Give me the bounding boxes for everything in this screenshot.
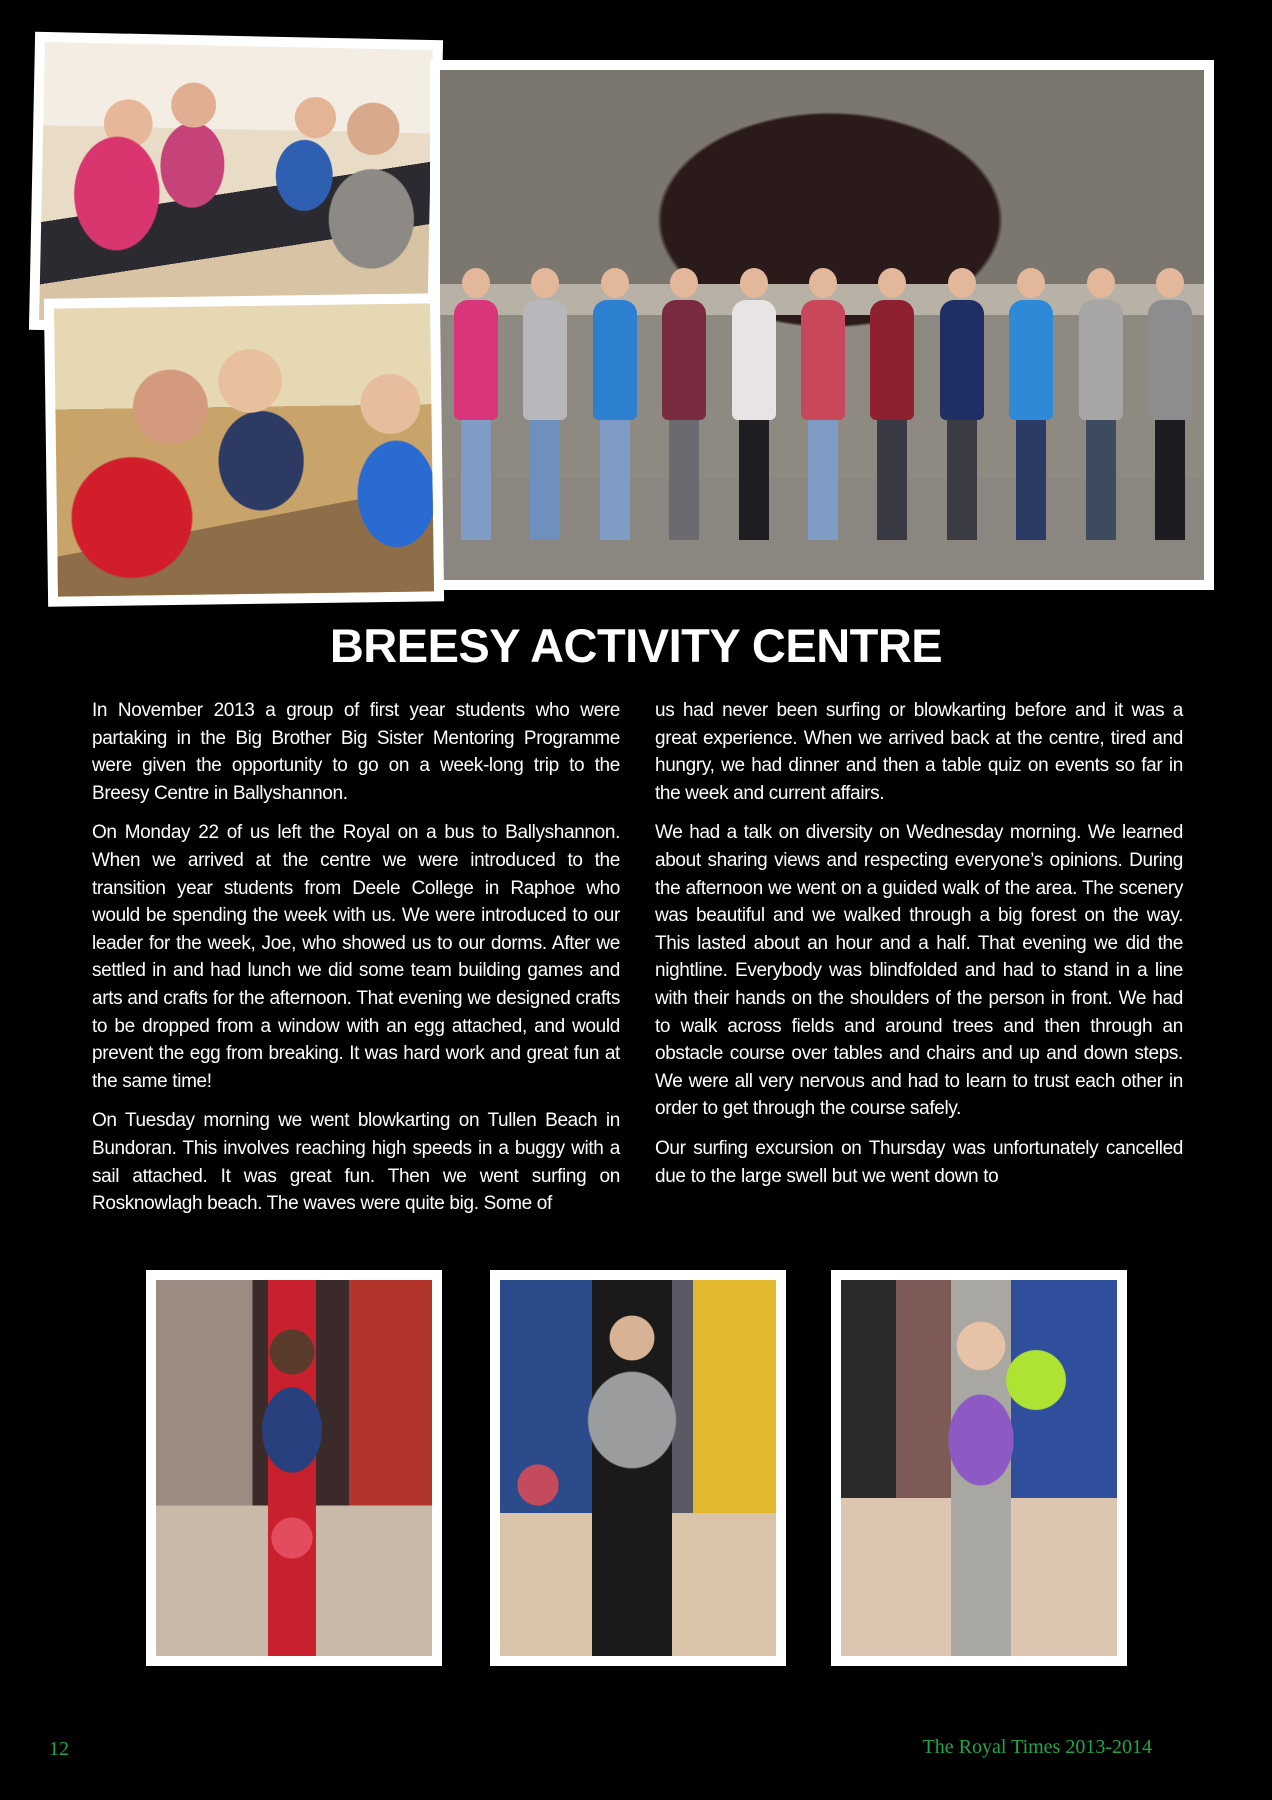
article-column-left xyxy=(92,697,620,1230)
group-photo-person xyxy=(1148,268,1192,540)
photo-bowling-girl-green-ball xyxy=(831,1270,1127,1666)
photo-bowling-boy-throwing xyxy=(490,1270,786,1666)
photo-bowling-2-image xyxy=(500,1280,776,1656)
photo-bowling-1-image xyxy=(156,1280,432,1656)
article-paragraph: We had a talk on diversity on Wednesday morning. We learned about sharing views and respecting everyone’s opinions. During the afternoon we went on a guided walk of the area. The scenery was beautiful and we walked through a big forest on the way. This lasted about an hour and a half. That evening we did the nightline. Everybody was blindfolded and had to stand in a line with their hands on the shoulders of the person in front. We had to walk across fields and around trees and then through an obstacle course over tables and chairs and up and down steps. We were all very nervous and had to learn to trust each other in order to get through the course safely. xyxy=(655,822,1183,1120)
photo-students-arts-and-crafts xyxy=(29,32,443,338)
article-paragraph: On Monday 22 of us left the Royal on a bus to Ballyshannon. When we arrived at the centre we were introduced to the transition year students from Deele College in Raphoe who would be spending the week with us. We were introduced to our leader for the week, Joe, who showed us to our dorms. After we settled in and had lunch we did some team building games and arts and crafts for the afternoon. That evening we designed crafts to be dropped from a window with an egg attached, and would prevent the egg from breaking. It was hard work and great fun at the same time! xyxy=(92,822,620,1092)
group-photo-person xyxy=(593,268,637,540)
group-photo-person xyxy=(870,268,914,540)
group-photo-person xyxy=(801,268,845,540)
photo-group-image xyxy=(440,70,1204,580)
group-photo-person xyxy=(1009,268,1053,540)
group-photo-person xyxy=(732,268,776,540)
photo-bowling-girl-red-ball xyxy=(146,1270,442,1666)
article-paragraph: us had never been surfing or blowkarting before and it was a great experience. When we arrived back at the centre, tired and hungry, we had dinner and then a table quiz on events so far in the week and current affairs. xyxy=(655,700,1183,804)
photo-bowling-3-image xyxy=(841,1280,1117,1656)
group-photo-person xyxy=(662,268,706,540)
article-paragraph: On Tuesday morning we went blowkarting on Tullen Beach in Bundoran. This involves reaching high speeds in a buggy with a sail attached. It was great fun. Then we went surfing on Rosknowlagh beach. The waves were quite big. Some of xyxy=(92,1110,620,1215)
publication-name: The Royal Times 2013-2014 xyxy=(922,1736,1152,1758)
article-paragraph: Our surfing excursion on Thursday was unfortunately cancelled due to the large swell but we went down to xyxy=(655,1137,1183,1187)
article-paragraph: In November 2013 a group of first year students who were partaking in the Big Brother Big Sister Mentoring Programme were given the opportunity to go on a week-long trip to the Breesy Centre in Ballyshannon. xyxy=(92,700,620,804)
group-photo-person xyxy=(1079,268,1123,540)
photo-crafts-image xyxy=(39,42,433,328)
page-number: 12 xyxy=(49,1738,69,1760)
photo-group-outside-centre xyxy=(430,60,1214,590)
group-photo-person xyxy=(940,268,984,540)
group-photo-person xyxy=(454,268,498,540)
group-photo-person xyxy=(523,268,567,540)
photo-game-image xyxy=(54,303,434,596)
article-headline: BREESY ACTIVITY CENTRE xyxy=(329,619,943,672)
article-column-right xyxy=(655,697,1183,1202)
photo-boys-building-game xyxy=(44,293,444,606)
